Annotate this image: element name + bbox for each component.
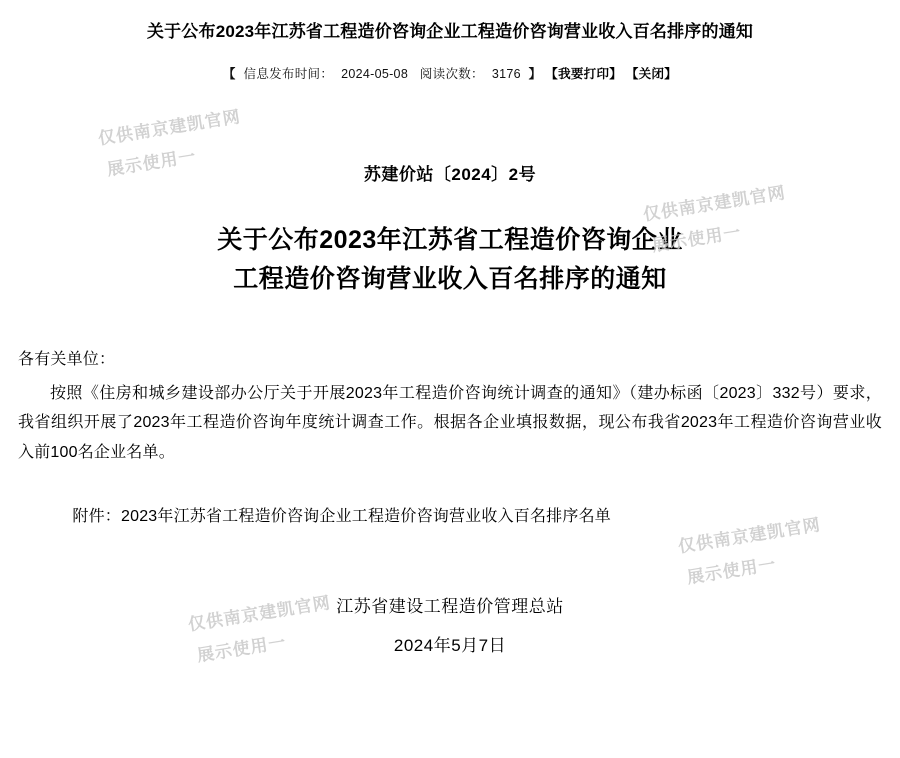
print-button[interactable]: 【我要打印】 xyxy=(545,66,623,81)
sign-date: 2024年5月7日 xyxy=(393,635,507,655)
document-number: 苏建价站〔2024〕2号 xyxy=(363,164,537,184)
document-page xyxy=(0,20,900,758)
attachment-line: 附件：2023年江苏省工程造价咨询企业工程造价咨询营业收入百名排序名单 xyxy=(72,507,611,525)
watermark-line-1: 仅供南京建凯官网 xyxy=(641,183,788,226)
page-title: 关于公布2023年江苏省工程造价咨询企业工程造价咨询营业收入百名排序的通知 xyxy=(146,22,754,41)
views-label: 阅读次数： xyxy=(419,66,484,81)
watermark-line-1: 仅供南京建凯官网 xyxy=(186,593,333,636)
meta-bar xyxy=(0,64,900,82)
watermark-line-2: 展示使用一 xyxy=(105,146,198,181)
watermark-line-1: 仅供南京建凯官网 xyxy=(96,107,243,150)
main-title xyxy=(0,221,900,299)
watermark-line-2: 展示使用一 xyxy=(685,554,778,589)
watermark-line-2: 展示使用一 xyxy=(195,632,288,667)
close-button[interactable]: 【关闭】 xyxy=(625,66,678,81)
publish-time-label: 信息发布时间： xyxy=(243,66,334,81)
signer: 江苏省建设工程造价管理总站 xyxy=(336,596,564,616)
salutation: 各有关单位： xyxy=(18,351,116,369)
meta-bracket-close: 】 xyxy=(528,66,542,81)
views-value: 3176 xyxy=(491,66,521,81)
watermark-line-1: 仅供南京建凯官网 xyxy=(676,515,823,558)
main-title-line-1: 关于公布2023年江苏省工程造价咨询企业 xyxy=(217,225,683,254)
publish-time-value: 2024-05-08 xyxy=(341,66,409,81)
watermark-line-2: 展示使用一 xyxy=(650,222,743,257)
main-title-line-2: 工程造价咨询营业收入百名排序的通知 xyxy=(233,264,667,293)
meta-bracket-open: 【 xyxy=(222,66,236,81)
body-paragraph: 按照《住房和城乡建设部办公厅关于开展2023年工程造价咨询统计调查的通知》（建办标函〔2023〕332号）要求，我省组织开展了2023年工程造价咨询年度统计调查工作。根据各企业填报数据，现公布我省2023年工程造价咨询营业收入前100名企业名单。 xyxy=(18,385,882,461)
